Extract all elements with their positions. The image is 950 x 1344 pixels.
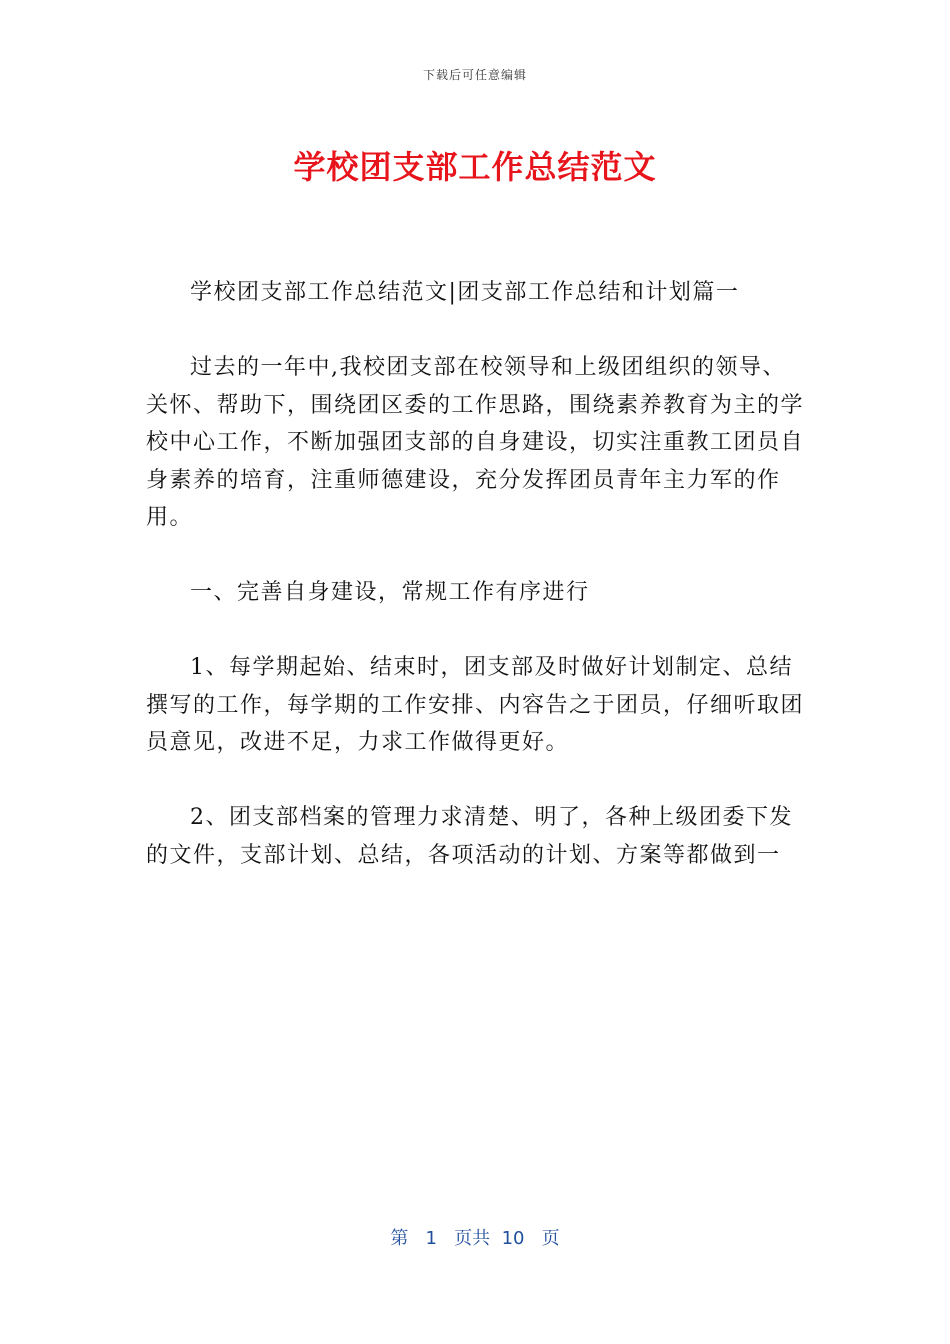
page-footer [0, 1224, 950, 1250]
header-note: 下载后可任意编辑 [422, 68, 527, 82]
document-title: 学校团支部工作总结范文 [293, 148, 657, 186]
footer-suffix: 页 [541, 1228, 560, 1249]
section-heading: 一、完善自身建设，常规工作有序进行 [190, 580, 590, 605]
paragraph-subtitle: 学校团支部工作总结范文|团支部工作总结和计划篇一 [190, 280, 740, 305]
document-body [146, 274, 806, 874]
paragraph-intro: 过去的一年中,我校团支部在校领导和上级团组织的领导、关怀、帮助下，围绕团区委的工作思路，围绕素养教育为主的学校中心工作，不断加强团支部的自身建设，切实注重教工团员自身素养的培育，注重师德建设，充分发挥团员青年主力军的作用。 [146, 355, 805, 530]
footer-current-page: 1 [425, 1228, 437, 1249]
paragraph-item-2: 2、团支部档案的管理力求清楚、明了，各种上级团委下发的文件，支部计划、总结，各项活动的计划、方案等都做到一 [146, 805, 793, 868]
footer-prefix: 第 [390, 1228, 409, 1249]
footer-middle: 页共 [454, 1228, 491, 1249]
paragraph-item-1: 1、每学期起始、结束时，团支部及时做好计划制定、总结撰写的工作，每学期的工作安排、内容告之于团员，仔细听取团员意见，改进不足，力求工作做得更好。 [146, 655, 805, 755]
footer-total-pages: 10 [501, 1228, 525, 1249]
